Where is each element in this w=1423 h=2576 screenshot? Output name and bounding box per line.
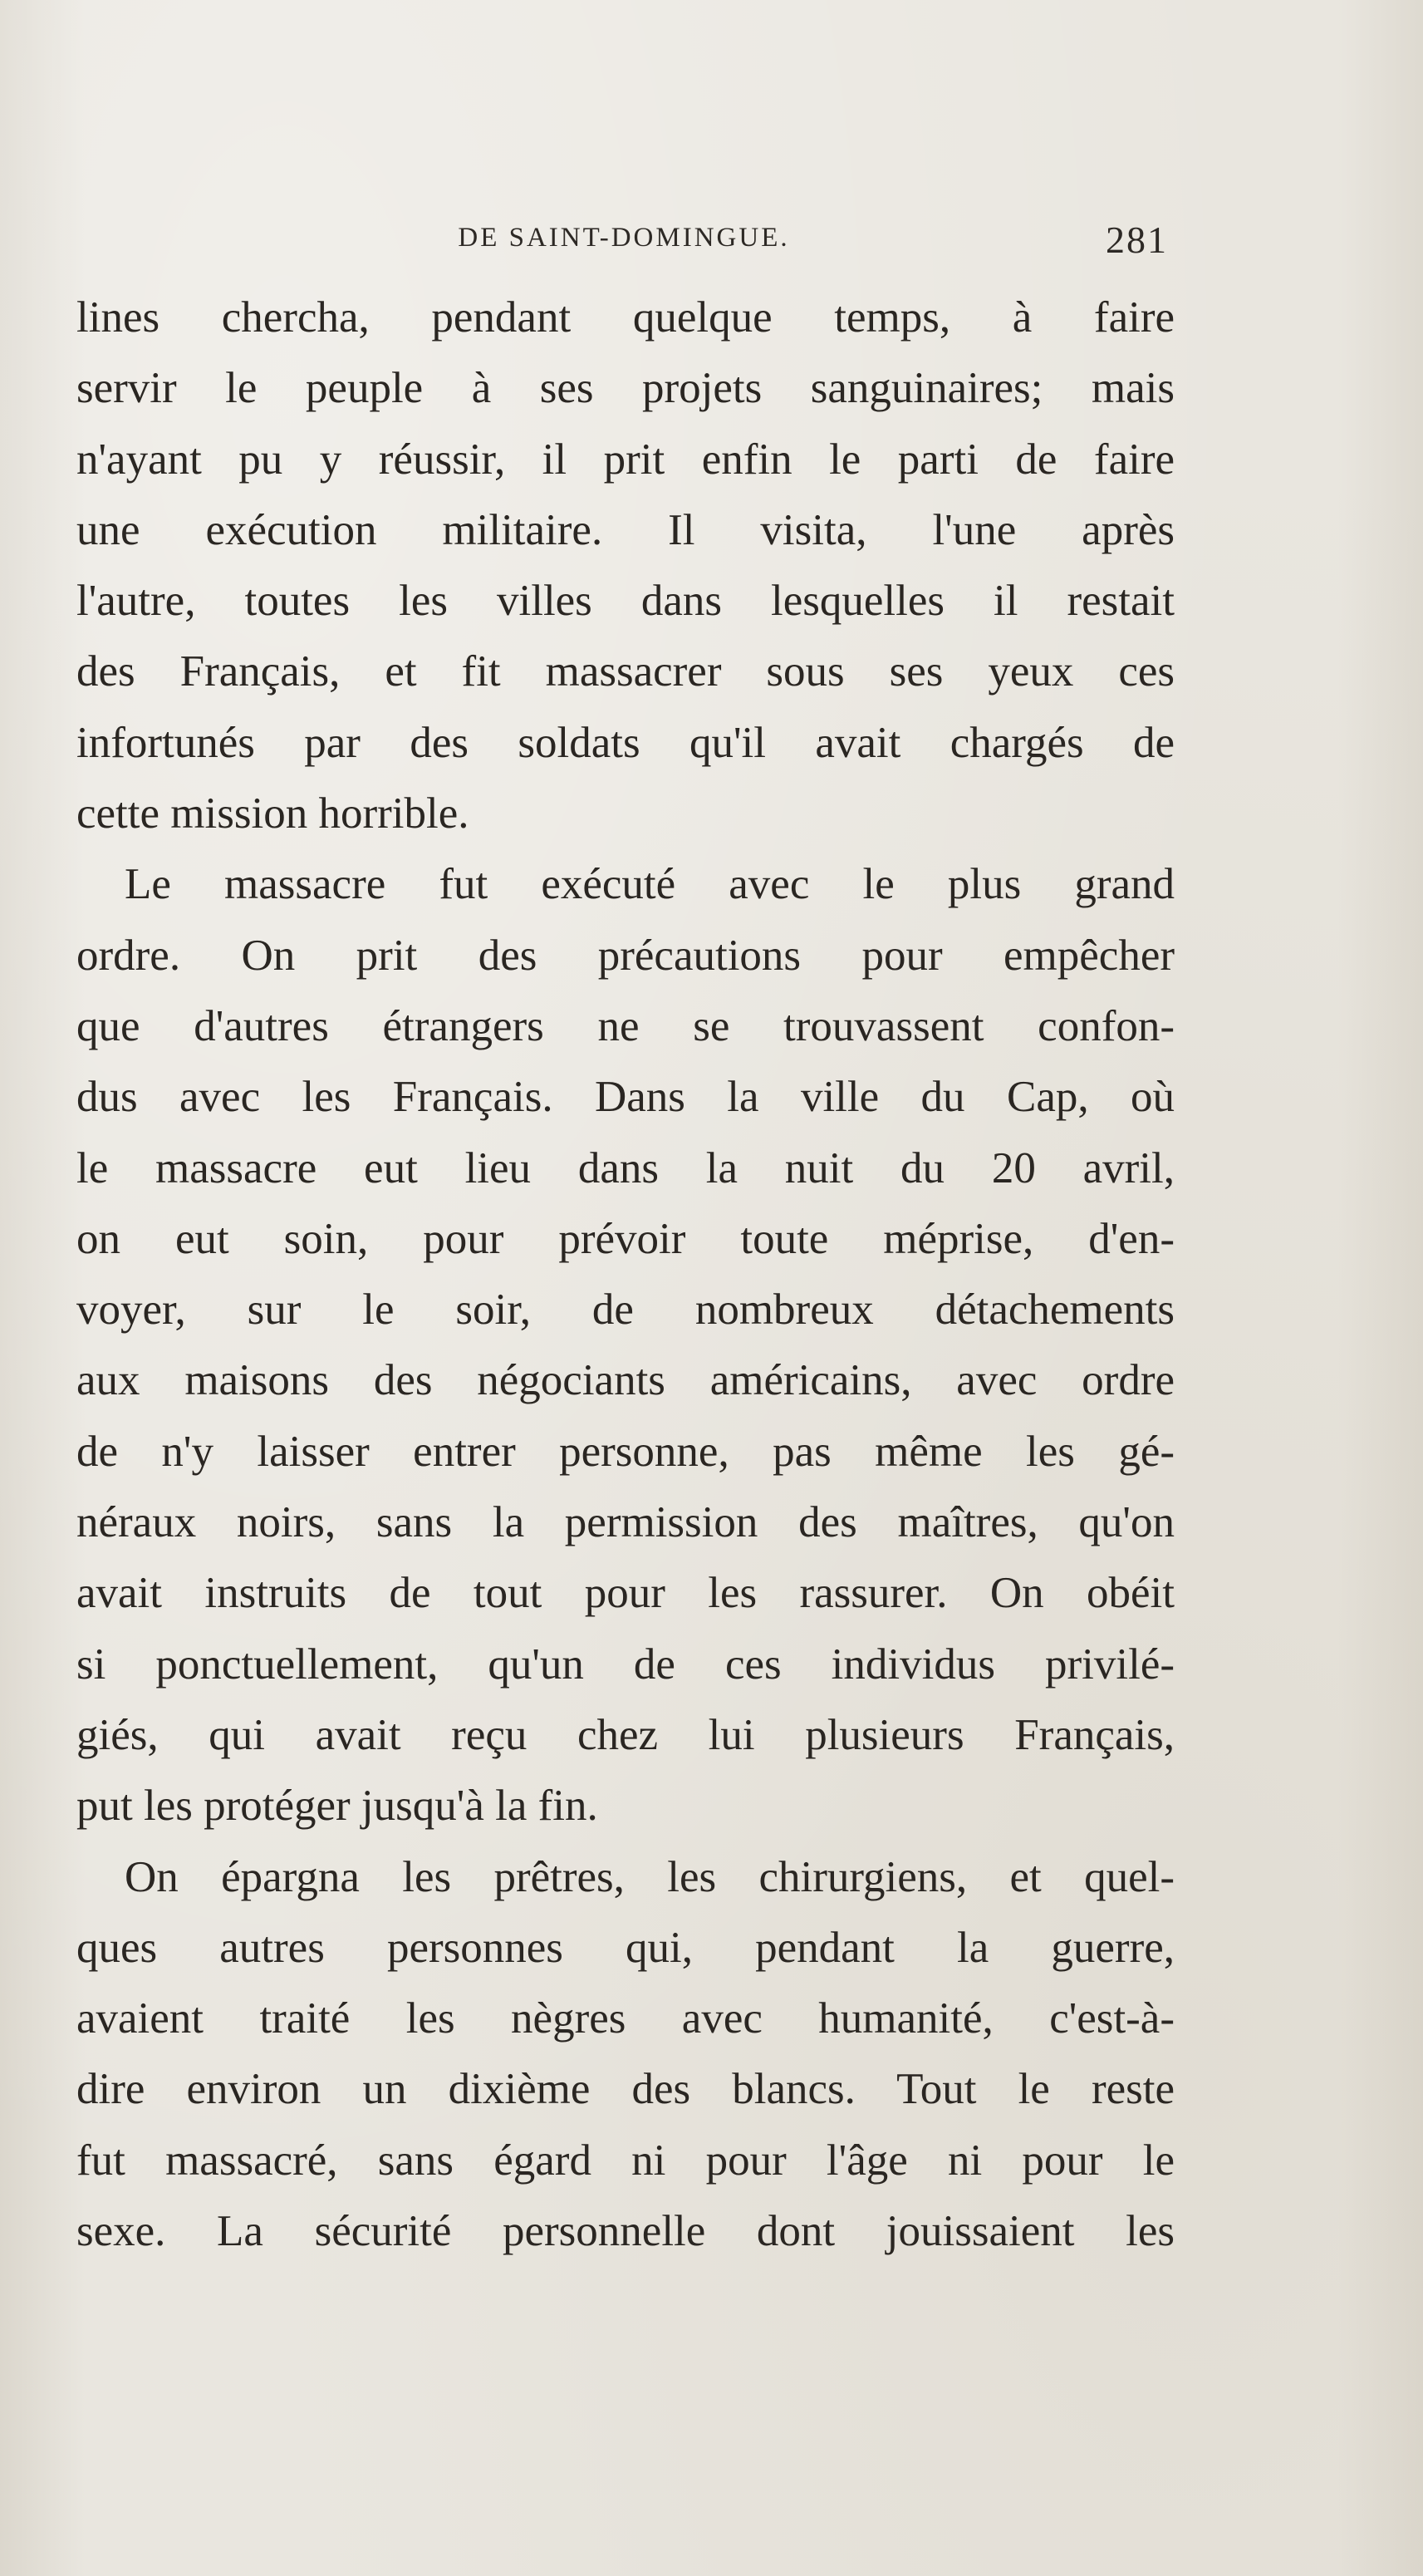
page-number: 281 xyxy=(1106,219,1168,261)
text-line: ques autres personnes qui, pendant la guerre, xyxy=(76,1923,1175,1972)
text-line: fut massacré, sans égard ni pour l'âge ni pour le xyxy=(76,2136,1175,2185)
text-line: on eut soin, pour prévoir toute méprise, d'en- xyxy=(76,1214,1175,1263)
text-line: avaient traité les nègres avec humanité, c'est-à- xyxy=(76,1994,1175,2043)
paragraph-first-line: Le massacre fut exécuté avec le plus grand xyxy=(125,860,1175,909)
text-line: néraux noirs, sans la permission des maîtres, qu'on xyxy=(76,1498,1175,1547)
text-line: infortunés par des soldats qu'il avait chargés de xyxy=(76,718,1175,767)
text-line: dire environ un dixième des blancs. Tout le reste xyxy=(76,2065,1175,2114)
text-line: n'ayant pu y réussir, il prit enfin le parti de faire xyxy=(76,435,1175,484)
running-head xyxy=(80,219,1168,264)
text-line: put les protéger jusqu'à la fin. xyxy=(76,1782,598,1831)
text-line: le massacre eut lieu dans la nuit du 20 avril, xyxy=(76,1143,1175,1192)
text-line: sexe. La sécurité personnelle dont jouissaient les xyxy=(76,2207,1175,2256)
text-line: cette mission horrible. xyxy=(76,789,469,838)
text-line: aux maisons des négociants américains, avec ordre xyxy=(76,1356,1175,1405)
running-title: DE SAINT-DOMINGUE. xyxy=(458,223,790,253)
paragraph-first-line: On épargna les prêtres, les chirurgiens, et quel- xyxy=(125,1852,1175,1901)
text-line: dus avec les Français. Dans la ville du Cap, où xyxy=(76,1073,1175,1122)
text-line: ordre. On prit des précautions pour empêcher xyxy=(76,931,1175,980)
text-line: giés, qui avait reçu chez lui plusieurs Français, xyxy=(76,1710,1175,1759)
text-line: voyer, sur le soir, de nombreux détachements xyxy=(76,1286,1175,1335)
text-line: l'autre, toutes les villes dans lesquelles il restait xyxy=(76,577,1175,626)
text-line: des Français, et fit massacrer sous ses yeux ces xyxy=(76,647,1175,696)
text-line: lines chercha, pendant quelque temps, à faire xyxy=(76,293,1175,342)
text-line: une exécution militaire. Il visita, l'une après xyxy=(76,505,1175,554)
text-line: si ponctuellement, qu'un de ces individus privilé- xyxy=(76,1639,1175,1689)
body-text xyxy=(76,283,1175,2267)
text-line: avait instruits de tout pour les rassurer. On obéit xyxy=(76,1569,1175,1618)
text-line: que d'autres étrangers ne se trouvassent confon- xyxy=(76,1001,1175,1050)
text-line: servir le peuple à ses projets sanguinaires; mais xyxy=(76,364,1175,413)
text-line: de n'y laisser entrer personne, pas même les gé- xyxy=(76,1427,1175,1476)
